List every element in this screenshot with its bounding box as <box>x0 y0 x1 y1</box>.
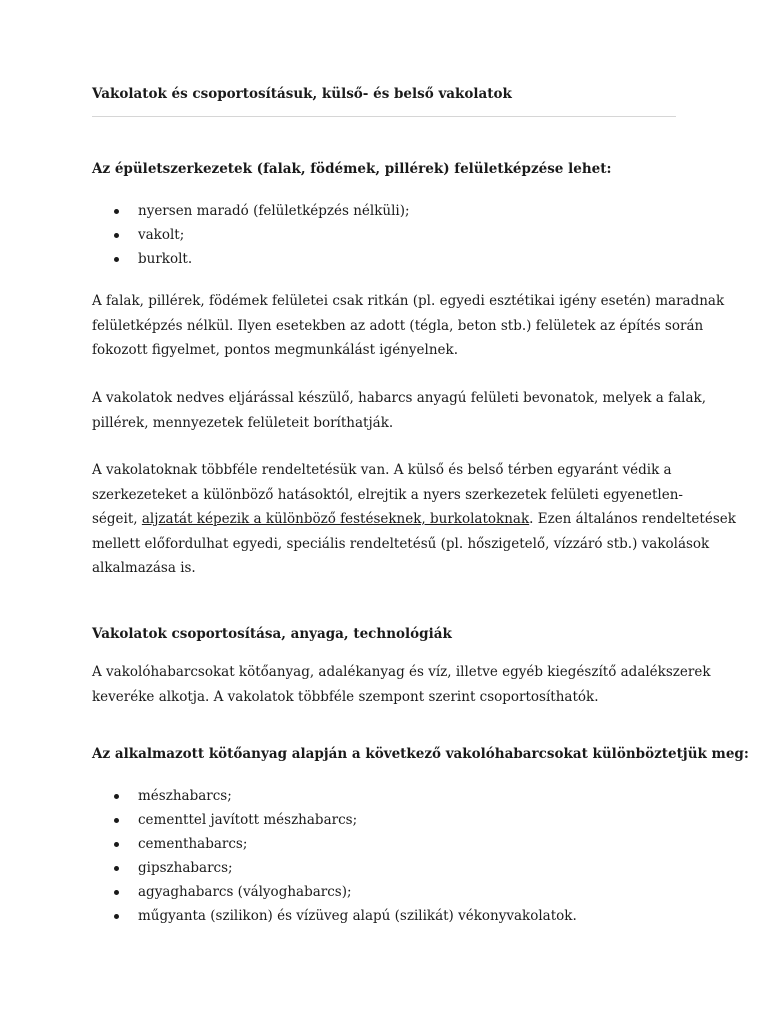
list-item-text: burkolt. <box>138 251 193 267</box>
list-item-text: cementhabarcs; <box>138 836 248 852</box>
paragraph-line: alkalmazása is. <box>92 560 196 576</box>
list-item-text: agyaghabarcs (vályoghabarcs); <box>138 884 352 900</box>
paragraph-line: mellett előfordulhat egyedi, speciális rendeltetésű (pl. hőszigetelő, vízzáró stb.) vakolások <box>92 535 710 552</box>
surface-finishing-list <box>92 199 676 271</box>
paragraph-text: . Ezen általános rendeltetések <box>529 511 736 527</box>
bullet-icon <box>114 233 119 238</box>
list-item-text: mészhabarcs; <box>138 788 232 804</box>
mortar-types-list <box>92 784 676 928</box>
paragraph-line: A vakolatok nedves eljárással készülő, habarcs anyagú felületi bevonatok, melyek a falak, <box>92 390 706 406</box>
list-item <box>92 199 676 223</box>
paragraph-line: felületképzés nélkül. Ilyen esetekben az adott (tégla, beton stb.) felületek az építés során <box>92 317 704 334</box>
section-heading-surface-finishing: Az épületszerkezetek (falak, födémek, pillérek) felületképzése lehet: <box>92 161 612 177</box>
bullet-icon <box>114 257 119 262</box>
paragraph-mortar-composition <box>92 660 711 709</box>
list-item <box>92 247 676 271</box>
bullet-icon <box>114 890 119 895</box>
bullet-icon <box>114 866 119 871</box>
list-item-text: nyersen maradó (felületképzés nélküli); <box>138 203 410 219</box>
list-item <box>92 832 676 856</box>
list-item <box>92 223 676 247</box>
list-item-text: cementtel javított mészhabarcs; <box>138 812 358 828</box>
list-item <box>92 808 676 832</box>
list-item <box>92 856 676 880</box>
paragraph-line <box>92 507 736 532</box>
list-item <box>92 904 676 928</box>
title-divider <box>92 116 676 117</box>
list-item-text: vakolt; <box>138 227 185 243</box>
list-item-text: gipszhabarcs; <box>138 860 233 876</box>
page-title: Vakolatok és csoportosításuk, külső- és belső vakolatok <box>92 86 512 102</box>
bullet-icon <box>114 794 119 799</box>
list-item-text: műgyanta (szilikon) és vízüveg alapú (szilikát) vékonyvakolatok. <box>138 908 577 924</box>
section-heading-classification: Vakolatok csoportosítása, anyaga, technológiák <box>92 626 452 642</box>
paragraph-text: ségeit, <box>92 511 142 527</box>
paragraph-line: keveréke alkotja. A vakolatok többféle szempont szerint csoportosíthatók. <box>92 688 599 705</box>
bullet-icon <box>114 914 119 919</box>
paragraph-line: pillérek, mennyezetek felületeit boríthatják. <box>92 414 394 431</box>
section-heading-binder-types: Az alkalmazott kötőanyag alapján a következő vakolóhabarcsokat különböztetjük meg: <box>92 746 749 762</box>
paragraph-line: A falak, pillérek, födémek felületei csak ritkán (pl. egyedi esztétikai igény esetén) maradnak <box>92 293 725 309</box>
bullet-icon <box>114 818 119 823</box>
paragraph-plaster-purposes <box>92 458 736 581</box>
paragraph-line: A vakolatoknak többféle rendeltetésük van. A külső és belső térben egyaránt védik a <box>92 462 672 478</box>
list-item <box>92 880 676 904</box>
paragraph-raw-surfaces <box>92 289 725 363</box>
bullet-icon <box>114 209 119 214</box>
substrate-link[interactable]: aljzatát képezik a különböző festéseknek, burkolatoknak <box>141 511 530 527</box>
paragraph-line: A vakolóhabarcsokat kötőanyag, adalékanyag és víz, illetve egyéb kiegészítő adalékszerek <box>92 664 711 680</box>
paragraph-line: fokozott figyelmet, pontos megmunkálást igényelnek. <box>92 342 459 358</box>
list-item <box>92 784 676 808</box>
paragraph-plaster-definition <box>92 386 706 435</box>
paragraph-line: szerkezeteket a különböző hatásoktól, elrejtik a nyers szerkezetek felületi egyenetlen- <box>92 486 683 503</box>
bullet-icon <box>114 842 119 847</box>
